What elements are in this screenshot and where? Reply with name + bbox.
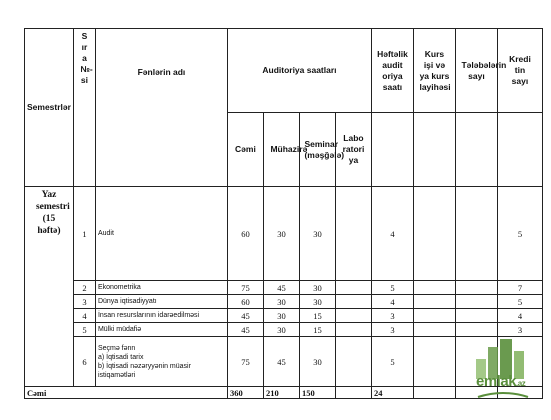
coursework <box>413 337 455 387</box>
table-row <box>25 281 543 295</box>
coursework <box>413 187 455 281</box>
weekly-hours: 5 <box>371 337 413 387</box>
table-row <box>25 309 543 323</box>
totals-seminar: 150 <box>299 387 335 399</box>
course-name-line: Seçmə fənn <box>97 344 136 352</box>
header-seminar: Seminar (məşğələ) <box>299 113 335 187</box>
students <box>455 281 497 295</box>
hours-seminar: 30 <box>299 187 335 281</box>
row-no: 1 <box>73 187 95 281</box>
totals-label: Cəmi <box>25 387 228 399</box>
hours-lecture: 45 <box>263 281 299 295</box>
totals-weekly: 24 <box>371 387 413 399</box>
emlak-logo-text: emlak.az <box>476 373 526 390</box>
course-name-line: a) İqtisadi tarix <box>97 353 144 361</box>
table-row <box>25 323 543 337</box>
hours-total: 75 <box>227 281 263 295</box>
header-courses: Fənlərin adı <box>95 29 227 187</box>
header-lab: Laboratoriya <box>335 113 371 187</box>
hours-total: 60 <box>227 187 263 281</box>
emlak-logo-graphic <box>472 335 534 407</box>
credits: 3 <box>497 323 542 337</box>
course-name: Audit <box>95 187 227 281</box>
hours-lecture: 30 <box>263 187 299 281</box>
hours-lecture: 30 <box>263 309 299 323</box>
credits: 4 <box>497 309 542 323</box>
hours-seminar: 15 <box>299 323 335 337</box>
header-auditorium: Auditoriya saatları <box>227 29 371 113</box>
students <box>455 187 497 281</box>
course-name-line: b) İqtisadi nəzəryyənin müasir <box>97 362 191 370</box>
empty-cell <box>413 387 455 399</box>
weekly-hours: 4 <box>371 187 413 281</box>
totals-hours-total: 360 <box>227 387 263 399</box>
hours-seminar: 30 <box>299 281 335 295</box>
row-no: 5 <box>73 323 95 337</box>
semester-label: Yaz semestri (15 həftə) <box>25 187 74 387</box>
hours-lab <box>335 337 371 387</box>
header-credits: Kredi tin sayı <box>497 29 542 113</box>
hours-total: 75 <box>227 337 263 387</box>
course-name-line: istiqamətləri <box>97 371 136 379</box>
header-row-1 <box>25 29 543 113</box>
hours-total: 45 <box>227 309 263 323</box>
credits: 5 <box>497 295 542 309</box>
hours-lab <box>335 309 371 323</box>
hours-total: 45 <box>227 323 263 337</box>
curriculum-table <box>24 28 543 399</box>
empty-cell <box>455 113 497 187</box>
hours-lab <box>335 323 371 337</box>
hours-seminar: 15 <box>299 309 335 323</box>
header-coursework: Kurs işi və ya kurs layihəsi <box>413 29 455 113</box>
course-name <box>95 337 227 387</box>
weekly-hours: 5 <box>371 281 413 295</box>
header-total: Cəmi <box>227 113 263 187</box>
course-name: Mülki müdafiə <box>95 323 227 337</box>
coursework <box>413 281 455 295</box>
weekly-hours: 3 <box>371 323 413 337</box>
hours-seminar: 30 <box>299 337 335 387</box>
table-row <box>25 337 543 387</box>
hours-lab <box>335 187 371 281</box>
row-no: 6 <box>73 337 95 387</box>
course-name: Ekonometrika <box>95 281 227 295</box>
coursework <box>413 323 455 337</box>
hours-lecture: 30 <box>263 295 299 309</box>
hours-seminar: 30 <box>299 295 335 309</box>
header-semesters: Semestrlər <box>25 29 74 187</box>
row-no: 3 <box>73 295 95 309</box>
row-no: 2 <box>73 281 95 295</box>
table-row <box>25 187 543 281</box>
header-students: Tələbələrin sayı <box>455 29 497 113</box>
hours-lecture: 30 <box>263 323 299 337</box>
header-weekly: Həftəlik audit oriya saatı <box>371 29 413 113</box>
weekly-hours: 4 <box>371 295 413 309</box>
row-no: 4 <box>73 309 95 323</box>
totals-lecture: 210 <box>263 387 299 399</box>
credits: 5 <box>497 187 542 281</box>
totals-row <box>25 387 543 399</box>
course-name: İnsan resurslarının idarəedilməsi <box>95 309 227 323</box>
students <box>455 295 497 309</box>
hours-total: 60 <box>227 295 263 309</box>
empty-cell <box>497 113 542 187</box>
hours-lab <box>335 295 371 309</box>
credits: 7 <box>497 281 542 295</box>
course-name: Dünya iqtisadiyyatı <box>95 295 227 309</box>
totals-lab <box>335 387 371 399</box>
hours-lab <box>335 281 371 295</box>
header-seq: Sıra №-si <box>73 29 95 187</box>
weekly-hours: 3 <box>371 309 413 323</box>
coursework <box>413 309 455 323</box>
empty-cell <box>413 113 455 187</box>
hours-lecture: 45 <box>263 337 299 387</box>
empty-cell <box>371 113 413 187</box>
table-row <box>25 295 543 309</box>
coursework <box>413 295 455 309</box>
students <box>455 309 497 323</box>
header-lecture: Mühazirə <box>263 113 299 187</box>
